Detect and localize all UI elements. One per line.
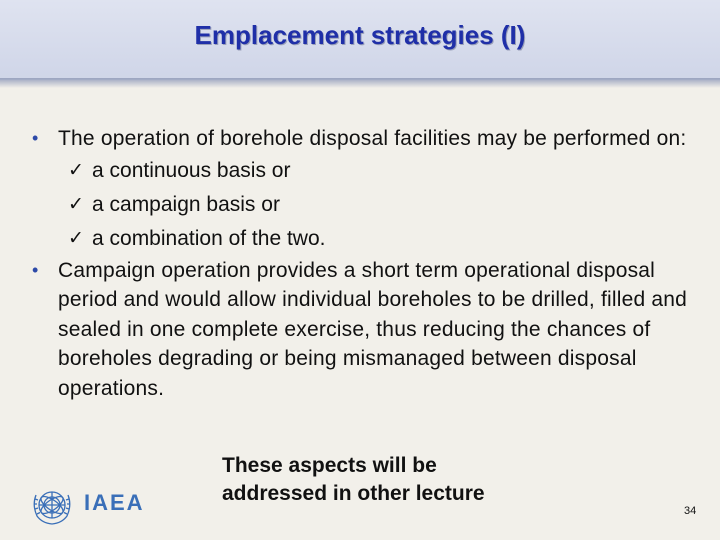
bullet-text: The operation of borehole disposal facilities may be performed on: [58, 127, 687, 150]
bullet-icon: • [32, 128, 39, 148]
check-text: a campaign basis or [92, 192, 280, 216]
bullet-item-2 [30, 256, 700, 404]
slide-body [30, 124, 700, 403]
check-text: a combination of the two. [92, 226, 326, 250]
checkmark-icon: ✓ [68, 159, 84, 181]
checkmark-icon: ✓ [68, 193, 84, 215]
check-item-1 [30, 154, 700, 188]
lecture-note: These aspects will be addressed in other lecture [222, 454, 485, 505]
bullet-text: Campaign operation provides a short term operational disposal period and would allow individual boreholes to be drilled, filled and sealed in one complete exercise, thus reducing the chances of boreholes degrading or being mismanaged between disposal operations. [58, 258, 688, 400]
bullet-item-1 [30, 124, 700, 154]
check-text: a continuous basis or [92, 158, 291, 182]
header-divider [0, 78, 720, 88]
page-number: 34 [684, 505, 697, 517]
checkmark-icon: ✓ [68, 227, 84, 249]
check-item-3 [30, 222, 700, 256]
bullet-icon: • [32, 259, 39, 280]
iaea-logo-text: IAEA [84, 490, 145, 515]
slide-title: Emplacement strategies (I) [194, 20, 526, 50]
check-item-2 [30, 188, 700, 222]
